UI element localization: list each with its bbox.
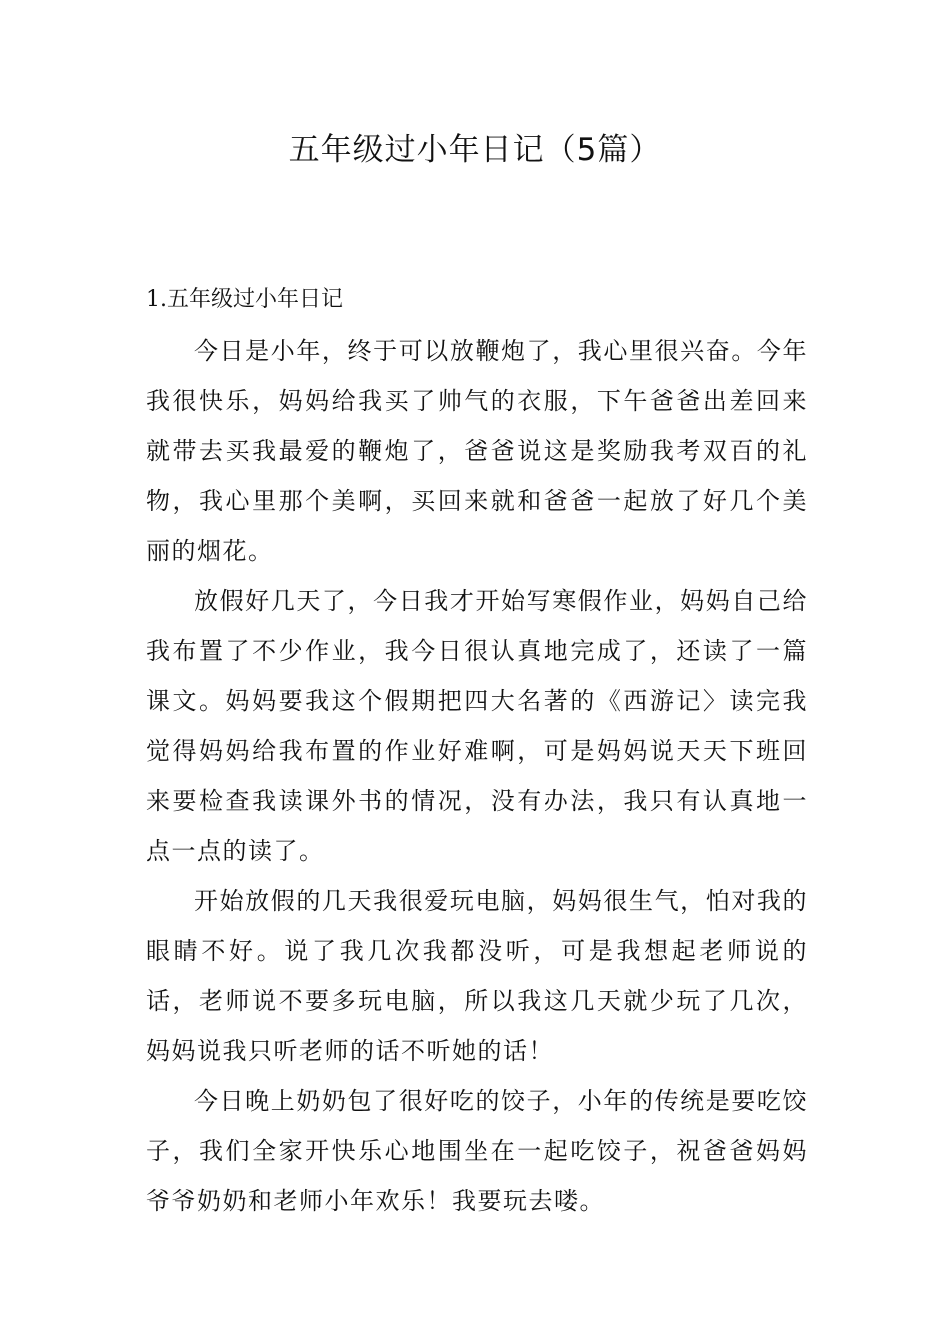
- paragraph-4: 今日晚上奶奶包了很好吃的饺子，小年的传统是要吃饺子，我们全家开快乐心地围坐在一起吃饺子，祝爸爸妈妈爷爷奶奶和老师小年欢乐！我要玩去喽。: [146, 1087, 808, 1215]
- paragraph-1: 今日是小年，终于可以放鞭炮了，我心里很兴奋。今年我很快乐，妈妈给我买了帅气的衣服，下午爸爸出差回来就带去买我最爱的鞭炮了，爸爸说这是奖励我考双百的礼物，我心里那个美啊，买回来就和爸爸一起放了好几个美丽的烟花。: [146, 337, 808, 565]
- diary-body: [146, 326, 808, 1226]
- section-heading: 1.五年级过小年日记: [146, 287, 343, 312]
- paragraph-2: 放假好几天了，今日我才开始写寒假作业，妈妈自己给我布置了不少作业，我今日很认真地完成了，还读了一篇课文。妈妈要我这个假期把四大名著的《西游记〉读完我觉得妈妈给我布置的作业好难啊，可是妈妈说天天下班回来要检查我读课外书的情况，没有办法，我只有认真地一点一点的读了。: [146, 587, 808, 865]
- paragraph-3: 开始放假的几天我很爱玩电脑，妈妈很生气，怕对我的眼睛不好。说了我几次我都没听，可是我想起老师说的话，老师说不要多玩电脑，所以我这几天就少玩了几次，妈妈说我只听老师的话不听她的话！: [146, 887, 808, 1065]
- document-title: 五年级过小年日记（5篇）: [288, 132, 662, 168]
